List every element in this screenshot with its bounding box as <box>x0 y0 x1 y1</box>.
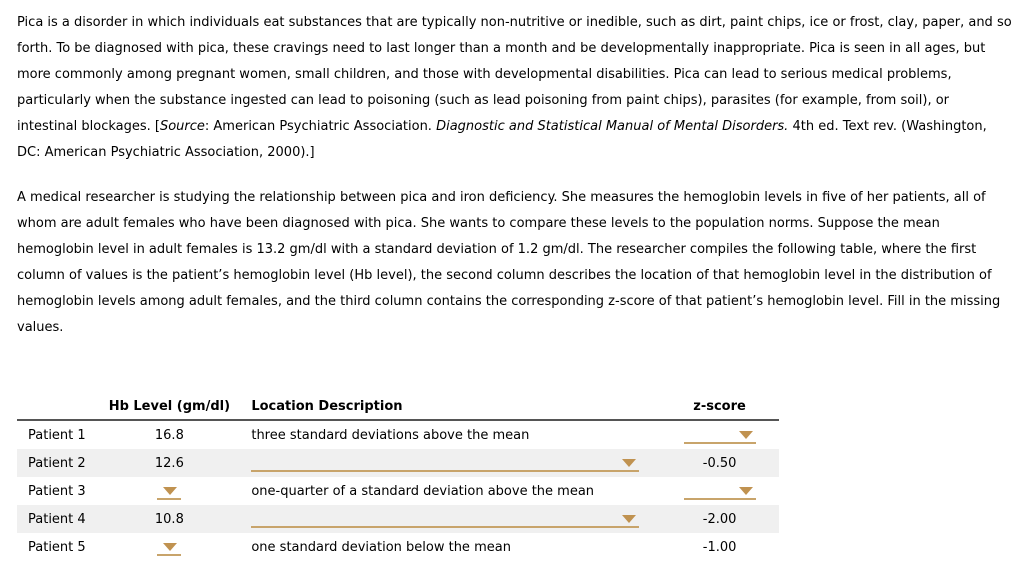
z-score-value: -1.00 <box>702 539 737 555</box>
z-score-cell <box>660 420 779 449</box>
patient-name: Patient 1 <box>28 427 86 443</box>
location-description: three standard deviations above the mean <box>251 427 530 443</box>
patient-name: Patient 2 <box>17 449 103 477</box>
location-description-cell <box>235 505 660 533</box>
table-row-patient-5 <box>17 533 779 561</box>
hb-level-cell <box>103 533 235 561</box>
patient-name: Patient 5 <box>28 539 86 555</box>
patient-name: Patient 3 <box>28 483 86 499</box>
book-title: Diagnostic and Statistical Manual of Mental Disorders. <box>436 119 789 134</box>
table-row-patient-4 <box>17 505 779 533</box>
chevron-down-icon <box>163 543 177 551</box>
intro-text-part1: Pica is a disorder in which individuals eat substances that are typically non-nutritive or inedible, such as dirt, paint chips, ice or frost, clay, paper, and so forth. To be diagnosed with pica, these cravings need to last longer than a month and be developmentally inappropriate. Pica is seen in all ages, but more commonly among pregnant women, small children, and those with developmental disabilities. Pica can lead to serious medical problems, particularly when the substance ingested can lead to poisoning (such as lead poisoning from paint chips), parasites (for example, from soil), or intestinal blockages. [ <box>17 15 1012 134</box>
chevron-down-icon <box>163 487 177 495</box>
hb-level-dropdown[interactable] <box>157 482 181 500</box>
table-row-patient-1 <box>17 420 779 449</box>
z-score-value: -2.00 <box>660 505 779 533</box>
table-row-patient-2 <box>17 449 779 477</box>
source-label: Source <box>159 119 205 134</box>
hb-level-cell <box>103 477 235 505</box>
problem-paragraph: A medical researcher is studying the relationship between pica and iron deficiency. She measures the hemoglobin levels in five of her patients, all of whom are adult females who have been diagnosed with pica. She wants to compare these levels to the population norms. Suppose the mean hemoglobin level in adult females is 13.2 gm/dl with a standard deviation of 1.2 gm/dl. The researcher compiles the following table, where the first column of values is the patient’s hemoglobin level (Hb level), the second column describes the location of that hemoglobin level in the distribution of hemoglobin levels among adult females, and the third column contains the corresponding z-score of that patient’s hemoglobin level. Fill in the missing values. <box>17 190 1001 335</box>
chevron-down-icon <box>622 459 636 467</box>
location-description: one standard deviation below the mean <box>251 539 511 555</box>
hb-level-value: 10.8 <box>103 505 235 533</box>
header-hb-level: Hb Level (gm/dl) <box>103 393 235 420</box>
hb-level-dropdown[interactable] <box>157 538 181 556</box>
z-score-value: -0.50 <box>660 449 779 477</box>
table-row-patient-3 <box>17 477 779 505</box>
intro-text-part3: 4th ed. Text rev. (Washington, DC: American Psychiatric Association, 2000).] <box>17 119 987 160</box>
intro-text-part2: : American Psychiatric Association. <box>204 119 437 134</box>
header-patient <box>17 393 103 420</box>
location-description-dropdown[interactable] <box>251 510 639 528</box>
chevron-down-icon <box>622 515 636 523</box>
chevron-down-icon <box>739 431 753 439</box>
header-z-score: z-score <box>660 393 779 420</box>
hb-level-value: 12.6 <box>103 449 235 477</box>
hemoglobin-table <box>17 393 779 561</box>
intro-paragraph <box>17 10 1012 166</box>
header-location-description: Location Description <box>235 393 660 420</box>
z-score-dropdown[interactable] <box>684 426 756 444</box>
z-score-dropdown[interactable] <box>684 482 756 500</box>
location-description-dropdown[interactable] <box>251 454 639 472</box>
hb-level-value: 16.8 <box>154 427 184 443</box>
z-score-cell <box>660 477 779 505</box>
chevron-down-icon <box>739 487 753 495</box>
patient-name: Patient 4 <box>17 505 103 533</box>
table-header-row <box>17 393 779 420</box>
location-description: one-quarter of a standard deviation above the mean <box>251 483 595 499</box>
location-description-cell <box>235 449 660 477</box>
